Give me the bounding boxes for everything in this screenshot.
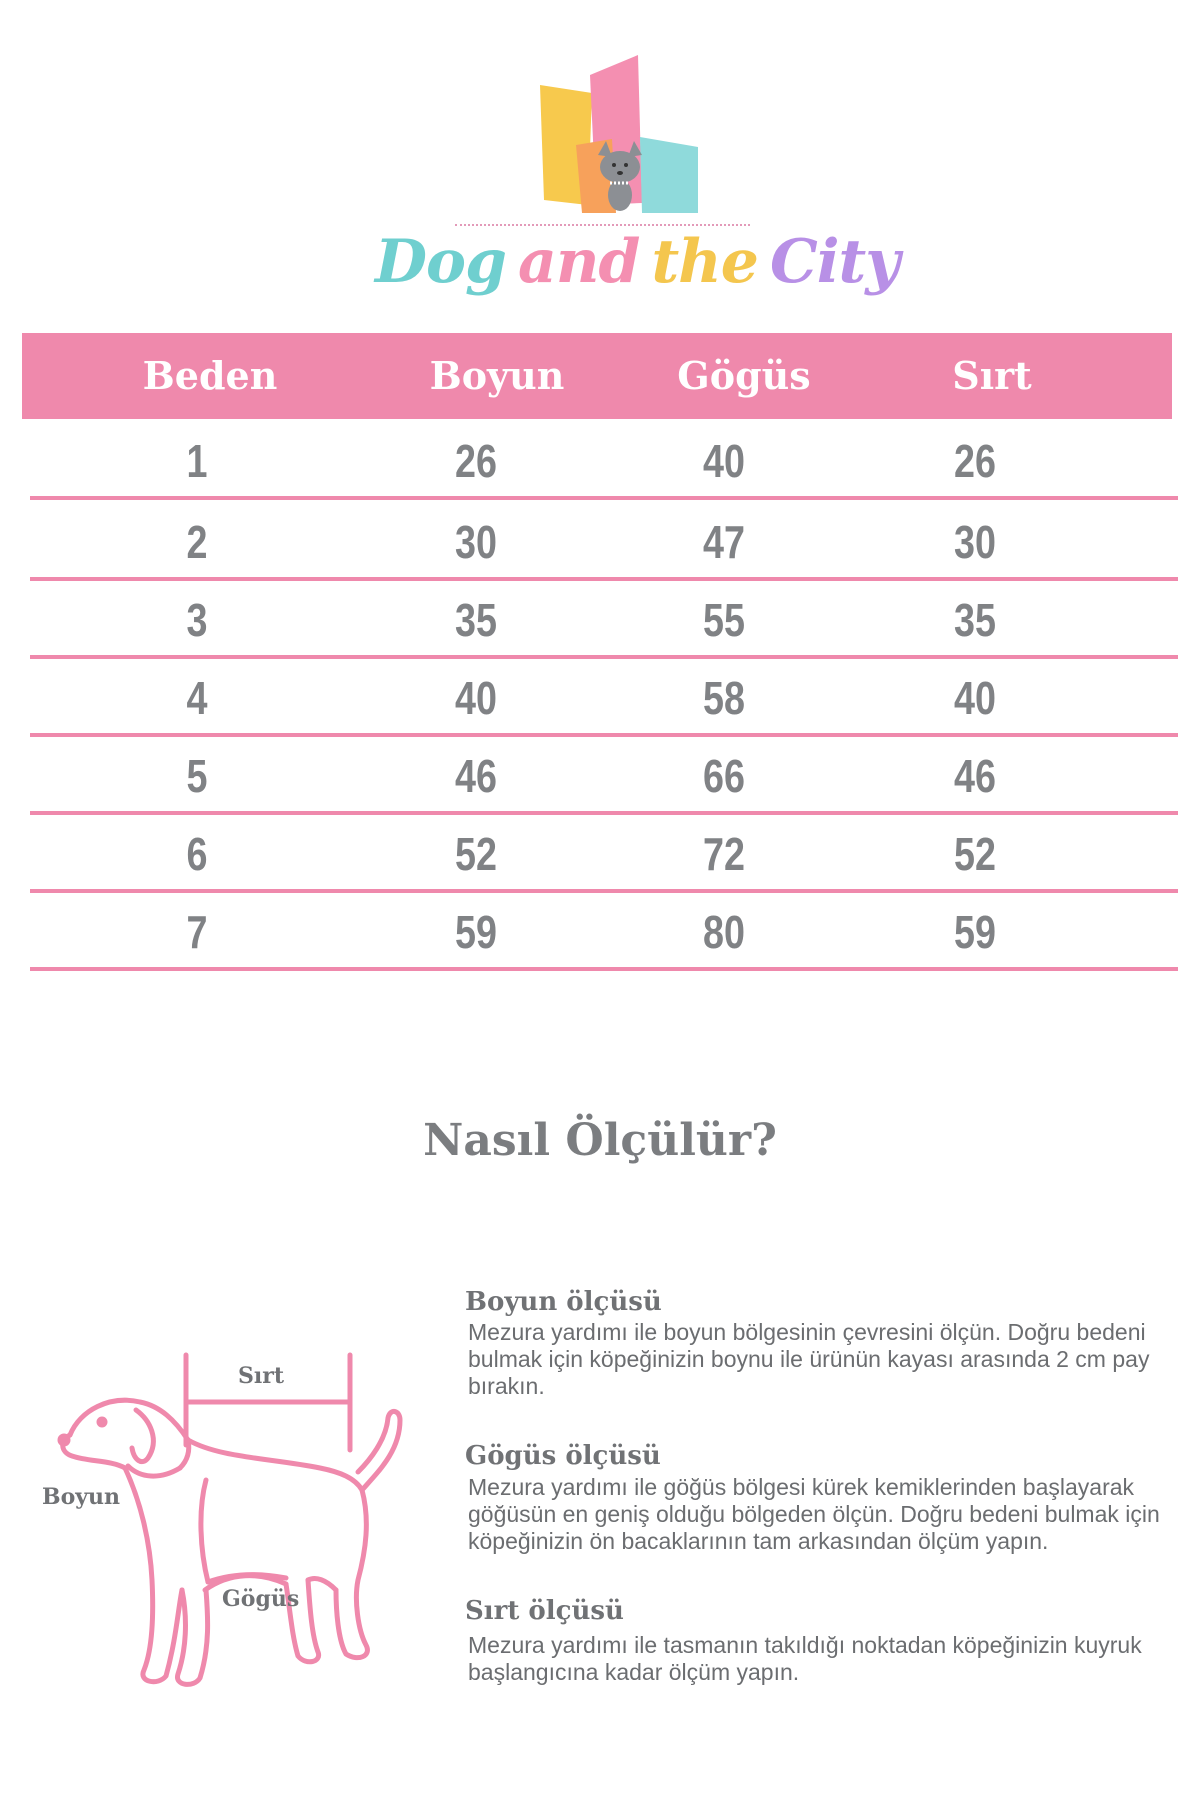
table-row [30,812,1178,893]
instruction-title-chest: Gögüs ölçüsü [465,1441,661,1471]
cell-sirt: 35 [954,594,996,646]
cell-boyun: 59 [455,906,497,958]
dog-outline-icon [40,1340,430,1700]
cell-beden: 6 [186,828,208,880]
instruction-text-chest: Mezura yardımı ile göğüs bölgesi kürek kemiklerinden başlayarak göğüsün en geniş olduğu bölgeden ölçün. Doğru bedeni bulmak için köpeğinizin ön bacaklarının tam arkasından ölçüm yapın. [468,1474,1160,1554]
header-sirt: Sırt [952,353,1032,398]
table-row [30,656,1178,737]
header-boyun: Boyun [429,353,565,398]
logo-word-and: and [518,227,640,297]
header-beden: Beden [142,353,278,398]
cell-boyun: 46 [455,750,497,802]
instruction-text-neck: Mezura yardımı ile boyun bölgesinin çevresini ölçün. Doğru bedeni bulmak için köpeğinizin boynu ile ürünün kayası arasında 2 cm pay bırakın. [468,1319,1150,1399]
instruction-title-neck: Boyun ölçüsü [465,1287,662,1317]
cell-sirt: 52 [954,828,996,880]
cell-boyun: 40 [455,672,497,724]
cell-sirt: 59 [954,906,996,958]
cell-boyun: 26 [455,435,497,487]
instruction-text-back: Mezura yardımı ile tasmanın takıldığı noktadan köpeğinizin kuyruk başlangıcına kadar ölçüm yapın. [468,1632,1142,1685]
diagram-label-back: Sırt [238,1363,284,1389]
logo-word-the: the [651,227,758,297]
dog-city-buildings-logo [530,55,705,235]
table-row [30,578,1178,659]
cell-beden: 3 [186,594,208,646]
table-row [30,890,1178,971]
cell-gogus: 47 [703,516,745,568]
header-gogus: Gögüs [677,353,811,398]
cell-gogus: 72 [703,828,745,880]
cell-beden: 7 [186,906,208,958]
cell-beden: 1 [186,435,208,487]
cell-boyun: 35 [455,594,497,646]
cell-gogus: 80 [703,906,745,958]
cell-sirt: 46 [954,750,996,802]
cell-sirt: 26 [954,435,996,487]
diagram-label-chest: Gögüs [222,1586,300,1612]
section-title: Nasıl Ölçülür? [423,1115,777,1166]
cell-boyun: 30 [455,516,497,568]
cell-beden: 5 [186,750,208,802]
table-row [30,419,1178,500]
cell-gogus: 58 [703,672,745,724]
cell-gogus: 66 [703,750,745,802]
diagram-label-neck: Boyun [42,1484,121,1510]
table-row [30,734,1178,815]
logo-word-dog: Dog [375,227,507,297]
cell-gogus: 40 [703,435,745,487]
instruction-title-back: Sırt ölçüsü [465,1596,624,1626]
cell-gogus: 55 [703,594,745,646]
cell-sirt: 40 [954,672,996,724]
cell-boyun: 52 [455,828,497,880]
table-row [30,500,1178,581]
cell-beden: 2 [186,516,208,568]
cell-beden: 4 [186,672,208,724]
brand-logo-text [375,212,900,312]
cell-sirt: 30 [954,516,996,568]
logo-word-city: City [769,227,900,297]
size-table-header [22,333,1172,419]
